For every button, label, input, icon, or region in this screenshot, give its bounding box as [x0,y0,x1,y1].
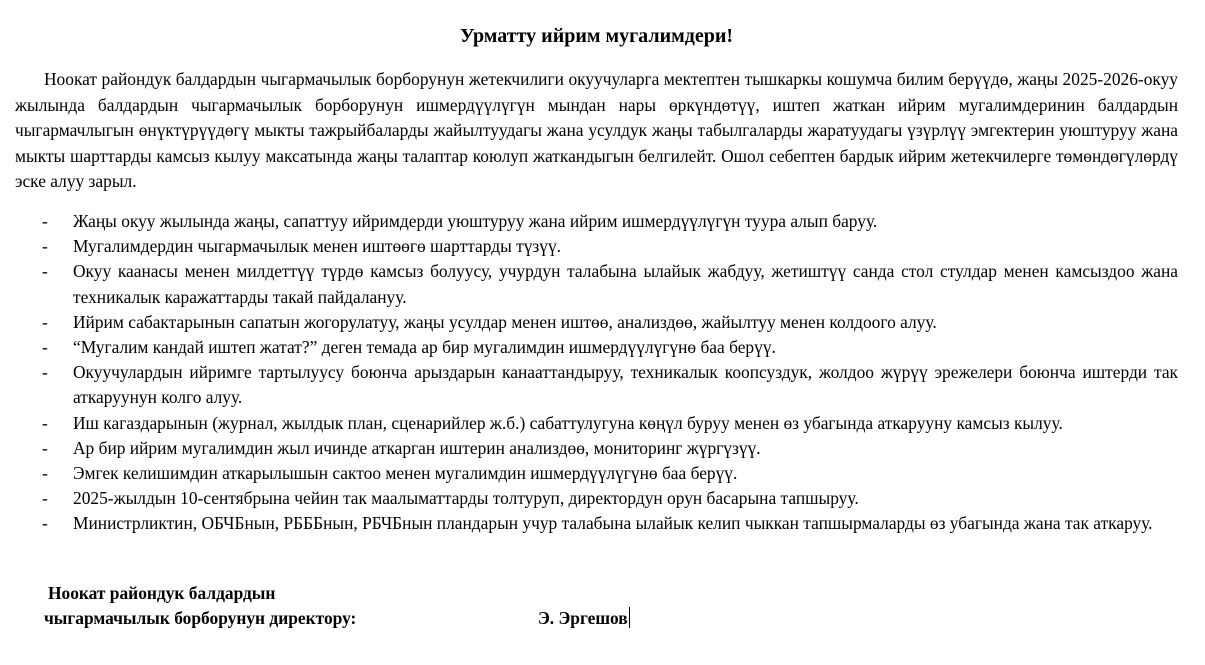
signature-name[interactable]: Э. Эргешов [538,608,628,628]
list-item-text: Министрликтин, ОБЧБнын, РБББнын, РБЧБнын пландарын учур талабына ылайык келип чыккан тапшырмаларды өз убагында жана так аткаруу. [73,513,1153,534]
text-cursor [629,607,630,628]
list-item [15,234,1178,259]
bullet-dash: - [42,488,48,509]
list-item-text: Ар бир ийрим мугалимдин жыл ичинде аткарган иштерин анализдөө, мониторинг жүргүзүү. [73,437,761,458]
bullet-dash: - [42,412,48,433]
list-item [15,411,1178,436]
list-item [15,360,1178,410]
list-item [15,511,1178,536]
list-item [15,335,1178,360]
list-item-text: 2025-жылдын 10-сентябрына чейин так маалыматтарды толтуруп, директордун орун басарына тапшыруу. [73,488,859,509]
list-item-text: Эмгек келишимдин аткарылышын сактоо менен мугалимдин ишмердүүлүгүнө баа берүү. [73,463,738,484]
list-item-text: Ийрим сабактарынын сапатын жогорулатуу, жаңы усулдар менен иштөө, анализдөө, жайылтуу менен колдоого алуу. [73,311,937,332]
list-item [15,436,1178,461]
bullet-dash: - [42,337,48,358]
list-item-text: Мугалимдердин чыгармачылык менен иштөөгө шарттарды түзүү. [73,236,561,257]
list-item-text: Окуу каанасы менен милдеттүү түрдө камсыз болуусу, учурдун талабына ылайык жабдуу, жетиштүү санда стол стулдар менен камсыздоо жана техникалык каражаттарды такай пайдалануу. [73,261,1178,307]
signature-name-wrapper[interactable] [538,606,630,631]
list-item-text: Окуучулардын ийримге тартылуусу боюнча арыздарын канааттандыруу, техникалык коопсуздук, жолдоо жүрүү эрежелери боюнча иштерди так аткаруунун колго алуу. [73,362,1178,408]
bullet-dash: - [42,261,48,282]
bullet-dash: - [42,211,48,231]
list-item-text: Жаңы окуу жылында жаңы, сапаттуу ийримдерди уюштуруу жана ийрим ишмердүүлүгүн туура алып баруу. [73,211,878,231]
list-item [15,209,1178,234]
list-item [15,310,1178,335]
document-title: Урматту ийрим мугалимдери! [459,25,734,47]
signature-position-line: чыгармачылык борборунун директору: [44,608,357,628]
bullet-dash: - [42,513,48,534]
list-item-text: Иш кагаздарынын (журнал, жылдык план, сценарийлер ж.б.) сабаттулугуна көңүл буруу менен өз убагында аткарууну камсыз кылуу. [73,412,1063,433]
bullet-dash: - [42,311,48,332]
bullet-dash: - [42,236,48,257]
intro-paragraph: Ноокат райондук балдардын чыгармачылык борборунун жетекчилиги окуучуларга мектептен тышкаркы кошумча билим берүүдө, жаңы 2025-2026-окуу жылында балдардын чыгармачылык борборунун ишмердүүлүгүн мындан нары өркүндөтүү, иштеп жаткан ийрим мугалимдеринин балдардын чыгармачлыгын өнүктүрүүдөгү мыкты тажрыйбаларды жайылтуудагы жана усулдук жаңы табылгаларды жаратуудагы үзүрлүү эмгектерин уюштуруу жана мыкты шарттарды камсыз кылуу максатында жаңы талаптар коюлуп жаткандыгын белгилейт. Ошол себептен бардык ийрим жетекчилерге төмөндөгүлөрдү эске алуу зарыл. [15,69,1178,192]
task-list [15,209,1178,537]
list-item [15,486,1178,511]
bullet-dash: - [42,362,48,383]
bullet-dash: - [42,463,48,484]
list-item [15,259,1178,309]
signature-org-line: Ноокат райондук балдардын [48,583,276,603]
bullet-dash: - [42,437,48,458]
list-item-text: “Мугалим кандай иштеп жатат?” деген темада ар бир мугалимдин ишмердүүлүгүнө баа берүү. [73,337,776,358]
list-item [15,461,1178,486]
